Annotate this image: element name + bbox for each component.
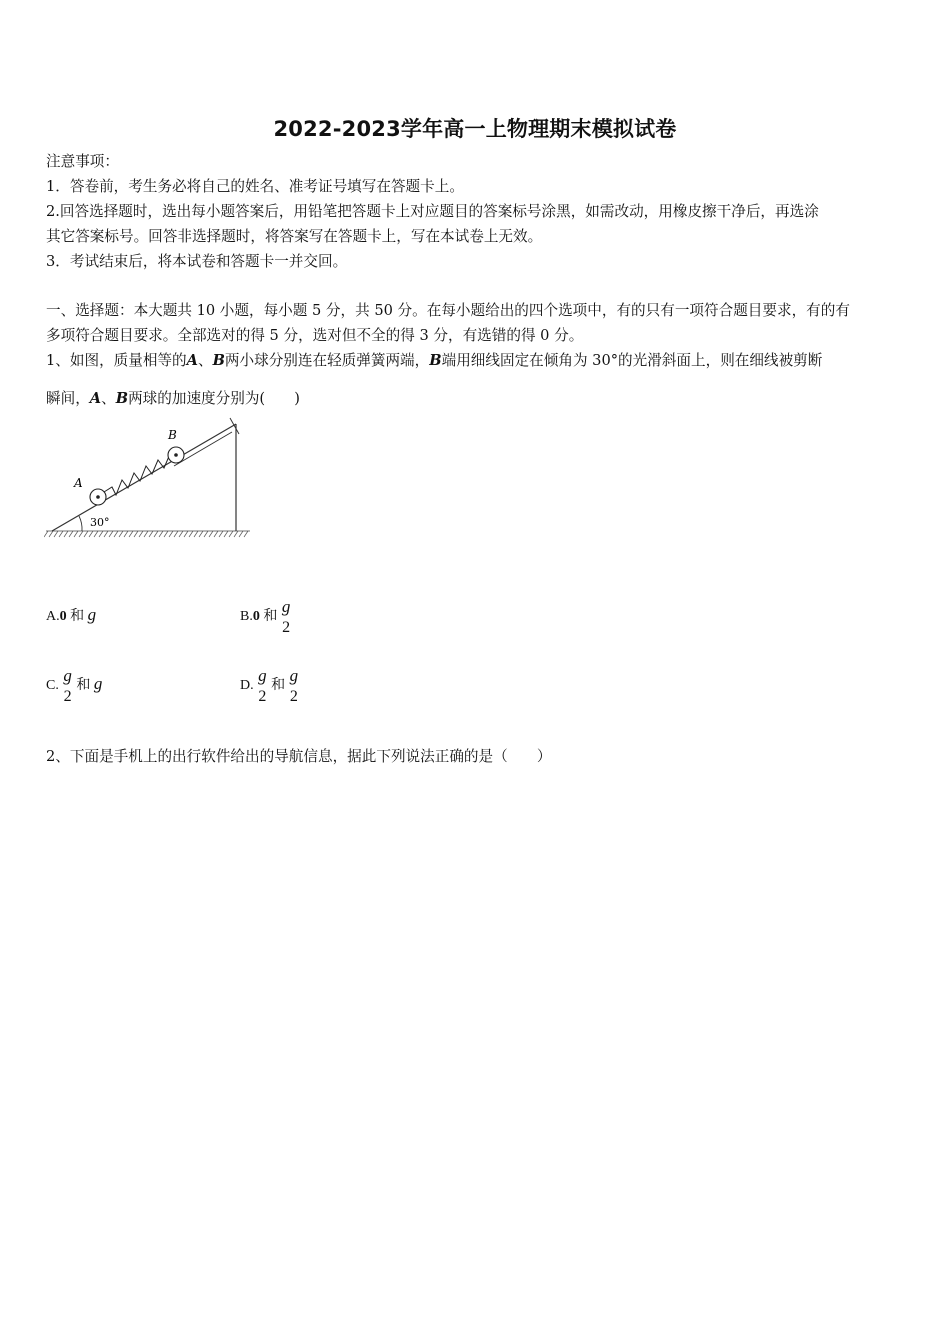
- hatch-mark: [109, 531, 113, 537]
- fraction-denominator: 2: [289, 688, 298, 705]
- page-title: 2022-2023学年高一上物理期末模拟试卷: [273, 117, 677, 141]
- hatch-mark: [59, 531, 63, 537]
- notice-item: 其它答案标号。回答非选择题时，将答案写在答题卡上，写在本试卷上无效。: [46, 228, 543, 245]
- notice-item: 3．考试结束后，将本试卷和答题卡一并交回。: [46, 253, 348, 270]
- hatch-mark: [159, 531, 163, 537]
- q1-text: 端用细线固定在倾角为 30°的光滑斜面上，则在细线被剪断: [441, 352, 823, 369]
- hatch-mark: [224, 531, 228, 537]
- hatch-mark: [149, 531, 153, 537]
- option-a[interactable]: [46, 605, 96, 625]
- hatch-mark: [184, 531, 188, 537]
- hatch-mark: [144, 531, 148, 537]
- fraction-numerator: g: [258, 666, 267, 685]
- q1-sep: 、: [101, 390, 116, 407]
- spring: [104, 454, 172, 495]
- ball-a-label: A: [186, 352, 198, 369]
- hatch-mark: [229, 531, 233, 537]
- option-a-g: g: [87, 605, 97, 624]
- option-b[interactable]: [240, 583, 291, 636]
- angle-arc: [79, 516, 82, 531]
- option-d-and: 和: [271, 678, 286, 694]
- question-1-stem-cont: [46, 389, 300, 409]
- ball-b-label: B: [429, 352, 442, 369]
- option-a-and: 和: [70, 609, 85, 624]
- option-b-letter: B.: [240, 609, 253, 624]
- notice-item: 1．答卷前，考生务必将自己的姓名、准考证号填写在答题卡上。: [46, 178, 464, 195]
- option-a-value: 0: [59, 609, 67, 624]
- ball-b-label: B: [115, 390, 129, 407]
- fraction-denominator: 2: [63, 688, 72, 705]
- thread: [230, 418, 239, 434]
- hatch-mark: [199, 531, 203, 537]
- option-d-letter: D.: [240, 678, 254, 694]
- hatch-mark: [194, 531, 198, 537]
- ball-a-center: [96, 495, 100, 499]
- q1-text: 瞬间，: [46, 390, 90, 407]
- option-c-g: g: [93, 674, 103, 694]
- option-c-letter: C.: [46, 678, 59, 694]
- hatch-mark: [134, 531, 138, 537]
- notice-item: 2.回答选择题时，选出每小题答案后，用铅笔把答题卡上对应题目的答案标号涂黑，如需改动，用橡皮擦干净后，再选涂: [46, 203, 819, 220]
- hatch-mark: [244, 531, 248, 537]
- option-d-fraction-1: [257, 667, 268, 705]
- hatch-mark: [64, 531, 68, 537]
- hatch-mark: [179, 531, 183, 537]
- hatch-mark: [44, 531, 48, 537]
- q1-text: 两小球分别连在轻质弹簧两端，: [224, 352, 430, 369]
- fraction-numerator: g: [289, 666, 299, 685]
- hatch-mark: [239, 531, 243, 537]
- fraction-numerator: g: [281, 596, 291, 616]
- option-d[interactable]: [240, 667, 299, 705]
- question-1-stem: [46, 351, 822, 371]
- hatch-mark: [214, 531, 218, 537]
- fraction-denominator: 2: [282, 618, 291, 636]
- ball-a-label: A: [89, 390, 102, 407]
- hatch-mark: [119, 531, 123, 537]
- figure-angle-label: 30°: [90, 516, 110, 529]
- question-2-stem: 2、下面是手机上的出行软件给出的导航信息，据此下列说法正确的是（ ）: [46, 748, 552, 765]
- hatch-mark: [169, 531, 173, 537]
- hatch-mark: [104, 531, 108, 537]
- ball-b-label: B: [212, 352, 225, 369]
- figure-label-a: A: [74, 476, 83, 490]
- hatch-mark: [164, 531, 168, 537]
- option-c-and: 和: [76, 678, 91, 694]
- figure-label-b: B: [168, 428, 177, 442]
- hatch-mark: [139, 531, 143, 537]
- section-instructions: 一、选择题：本大题共 10 小题，每小题 5 分，共 50 分。在每小题给出的四个选项中，有的只有一项符合题目要求，有的有: [46, 302, 850, 319]
- hatch-mark: [234, 531, 238, 537]
- notice-heading: 注意事项：: [46, 153, 119, 170]
- option-c-fraction: [62, 667, 73, 705]
- ball-b-center: [174, 453, 178, 457]
- option-a-letter: A.: [46, 609, 60, 624]
- hatch-mark: [189, 531, 193, 537]
- hatch-mark: [99, 531, 103, 537]
- hatch-mark: [129, 531, 133, 537]
- hatch-mark: [74, 531, 78, 537]
- hatch-mark: [154, 531, 158, 537]
- hatch-mark: [89, 531, 93, 537]
- hatch-mark: [204, 531, 208, 537]
- hatch-mark: [54, 531, 58, 537]
- section-instructions-cont: 多项符合题目要求。全部选对的得 5 分，选对但不全的得 3 分，有选错的得 0 分。: [46, 327, 584, 344]
- hatch-mark: [69, 531, 73, 537]
- hatch-mark: [49, 531, 53, 537]
- option-d-fraction-2: [289, 667, 300, 705]
- hatch-mark: [209, 531, 213, 537]
- hatch-mark: [219, 531, 223, 537]
- option-b-value: 0: [252, 609, 260, 624]
- hatch-mark: [124, 531, 128, 537]
- q1-sep: 、: [197, 352, 213, 369]
- fraction-numerator: g: [63, 666, 72, 685]
- hatch-mark: [174, 531, 178, 537]
- hatch-mark: [94, 531, 98, 537]
- option-b-fraction: [281, 598, 292, 636]
- hatch-mark: [114, 531, 118, 537]
- q1-text: 1、如图，质量相等的: [46, 352, 187, 369]
- option-c[interactable]: [46, 667, 102, 705]
- hatch-mark: [84, 531, 88, 537]
- fraction-denominator: 2: [258, 688, 267, 705]
- hatch-mark: [79, 531, 83, 537]
- incline-rail: [174, 432, 232, 466]
- q1-text: 两球的加速度分别为( ): [128, 390, 300, 407]
- option-b-and: 和: [263, 609, 278, 624]
- incline-spring-figure: [44, 414, 254, 544]
